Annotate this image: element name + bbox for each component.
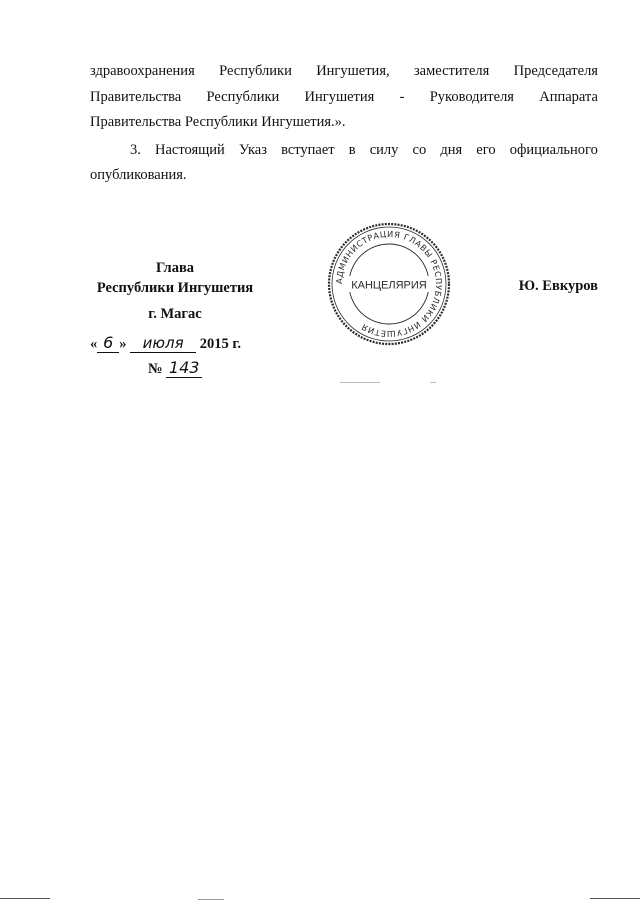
word: в (348, 142, 356, 158)
word: Правительства (90, 89, 182, 105)
word: здравоохранения (90, 63, 195, 79)
word: со (412, 142, 427, 158)
scan-speck (430, 382, 436, 383)
word: Настоящий (155, 142, 225, 158)
word: Председателя (513, 63, 598, 79)
date-year: 2015 г. (199, 336, 241, 352)
word: заместителя (413, 63, 490, 79)
signatory-title-line-2: Республики Ингушетия (96, 280, 254, 296)
date-quote-close: » (119, 336, 127, 352)
word: Руководителя (429, 89, 514, 105)
word: 3. (130, 142, 141, 158)
issue-place: г. Магас (148, 306, 202, 322)
word: - (399, 89, 405, 105)
stamp-ring-text-path: АДМИНИСТРАЦИЯ ГЛАВЫ РЕСПУБЛИКИ ИНГУШЕТИЯ (333, 228, 445, 340)
issue-date (90, 333, 270, 353)
decree-number (148, 358, 228, 378)
word: вступает (281, 142, 335, 158)
word: Ингушетия (304, 89, 375, 105)
word: Аппарата (539, 89, 598, 105)
body-line-1 (90, 62, 598, 80)
word: Республики (206, 89, 280, 105)
word: его (476, 142, 496, 158)
stamp-center-text: КАНЦЕЛЯРИЯ (351, 279, 427, 292)
body-line-3: Правительства Республики Ингушетия.». (90, 114, 346, 130)
word: дня (440, 142, 463, 158)
scan-edge (198, 899, 224, 900)
body-line-2 (90, 88, 598, 106)
signatory-title-line-1: Глава (155, 260, 195, 276)
number-label: № (148, 361, 163, 377)
date-day: 6 (97, 333, 119, 353)
word: силу (369, 142, 399, 158)
scan-speck (340, 382, 380, 383)
paragraph-3-line-2: опубликования. (90, 167, 187, 183)
number-value: 143 (166, 358, 202, 378)
signatory-name: Ю. Евкуров (518, 278, 598, 294)
word: Республики (219, 63, 292, 79)
scan-edge (0, 898, 50, 899)
paragraph-3-line-1 (130, 141, 598, 159)
date-month: июля (130, 334, 196, 353)
office-stamp (327, 222, 451, 346)
word: Указ (238, 142, 267, 158)
word: Ингушетия, (316, 63, 390, 79)
date-quote-open: « (90, 336, 98, 352)
scan-edge (590, 898, 640, 899)
signatory-title (90, 258, 260, 298)
word: официального (509, 142, 598, 158)
